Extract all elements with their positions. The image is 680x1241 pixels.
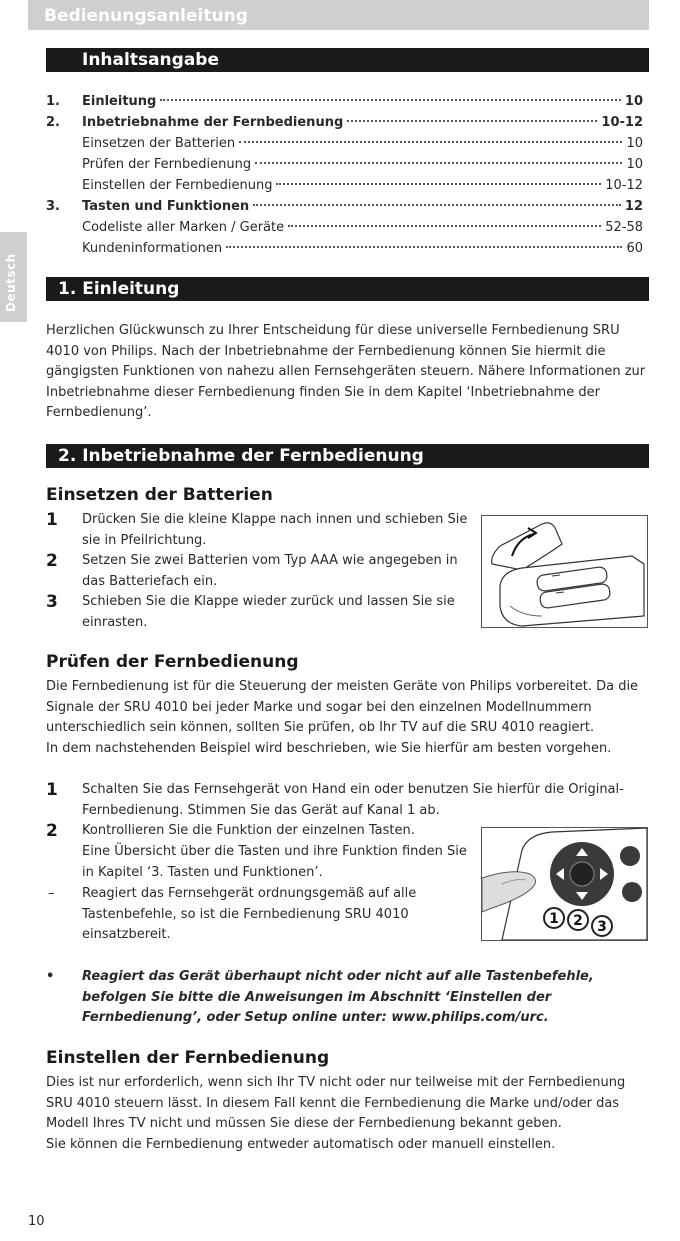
toc-entry xyxy=(46,134,643,154)
toc-entry-page: 10 xyxy=(626,136,643,151)
remote-keypad-icon xyxy=(482,828,647,940)
step-text: Schalten Sie das Fernsehgerät von Hand ein oder benutzen Sie hierfür die Original-Fernbedienung. Stimmen Sie das Gerät auf Kanal 1 ab. xyxy=(82,782,624,818)
toc-entry-page: 60 xyxy=(626,241,643,256)
toc-entry-number: 3. xyxy=(46,199,60,214)
step-text: Eine Übersicht über die Tasten und ihre Funktion finden Sie in Kapitel ‘3. Tasten und Funktionen’. xyxy=(82,844,467,880)
toc-entry xyxy=(46,176,643,196)
remote-battery-icon xyxy=(482,516,647,627)
intro-paragraph: Herzlichen Glückwunsch zu Ihrer Entscheidung für diese universelle Fernbedienung SRU 4010 von Philips. Nach der Inbetriebnahme der Fernbedienung können Sie hiermit die gängigsten Funktionen von nahezu allen Fernsehgeräten steuern. Nähere Informationen zur Inbetriebnahme dieser Fernbedienung finden Sie in dem Kapitel ‘Inbetriebnahme der Fernbedienung’. xyxy=(46,323,646,421)
step-text: Setzen Sie zwei Batterien vom Typ AAA wie angegeben in das Batteriefach ein. xyxy=(82,553,458,589)
bullet-marker: • xyxy=(46,969,55,984)
section-heading-label: 2. Inbetriebnahme der Fernbedienung xyxy=(58,446,424,466)
step-text: Schieben Sie die Klappe wieder zurück und lassen Sie sie einrasten. xyxy=(82,594,455,630)
toc-entry xyxy=(46,155,643,175)
check-intro-2: In dem nachstehenden Beispiel wird beschrieben, wie Sie hierfür am besten vorgehen. xyxy=(46,741,612,756)
toc-entry-page: 52-58 xyxy=(605,220,643,235)
toc-entry-label: Einleitung xyxy=(82,94,157,109)
toc-entry-label: Tasten und Funktionen xyxy=(82,199,250,214)
toc-entry xyxy=(46,239,643,259)
toc-entry xyxy=(46,197,643,217)
toc-entry-page: 12 xyxy=(624,199,643,214)
section-heading-einleitung xyxy=(46,277,649,301)
battery-illustration xyxy=(481,515,648,628)
setup-paragraph-2: Sie können die Fernbedienung entweder automatisch oder manuell einstellen. xyxy=(46,1137,556,1152)
keypad-digit: 1 xyxy=(549,911,559,927)
toc-entry-label: Kundeninformationen xyxy=(82,241,223,256)
dash-marker: – xyxy=(48,886,55,901)
toc-entry xyxy=(46,113,643,133)
page-number: 10 xyxy=(28,1214,45,1229)
keypad-illustration xyxy=(481,827,648,941)
language-tab-label: Deutsch xyxy=(4,253,18,312)
language-tab xyxy=(0,232,27,322)
setup-paragraph: Dies ist nur erforderlich, wenn sich Ihr TV nicht oder nur teilweise mit der Fernbedienung SRU 4010 steuern lässt. In diesem Fall kennt die Fernbedienung die Marke und/oder das Modell Ihres TV nicht und müssen Sie diese der Fernbedienung bekannt geben. xyxy=(46,1075,626,1132)
header-title: Bedienungsanleitung xyxy=(44,6,248,26)
subheading-check: Prüfen der Fernbedienung xyxy=(46,652,299,672)
toc-entry-page: 10 xyxy=(624,94,643,109)
keypad-digit: 2 xyxy=(573,913,583,929)
toc-entry-label: Prüfen der Fernbedienung xyxy=(82,157,252,172)
step-text: Drücken Sie die kleine Klappe nach innen und schieben Sie sie in Pfeilrichtung. xyxy=(82,512,468,548)
section-heading-label: 1. Einleitung xyxy=(58,279,180,299)
step-number: 1 xyxy=(46,510,58,530)
step-text: Kontrollieren Sie die Funktion der einzelnen Tasten. xyxy=(82,823,415,838)
toc-entry-number: 1. xyxy=(46,94,60,109)
check-intro: Die Fernbedienung ist für die Steuerung der meisten Geräte von Philips vorbereitet. Da die Signale der SRU 4010 bei jeder Marke und sogar bei den einzelnen Modellnummern unterschiedlich sein können, sollten Sie prüfen, ob Ihr TV auf die SRU 4010 reagiert. xyxy=(46,679,639,736)
step-number: 2 xyxy=(46,821,58,841)
toc-entry-label: Codeliste aller Marken / Geräte xyxy=(82,220,285,235)
toc-entry xyxy=(46,218,643,238)
toc-entry-label: Inbetriebnahme der Fernbedienung xyxy=(82,115,344,130)
toc-entry-number: 2. xyxy=(46,115,60,130)
section-heading-inbetriebnahme xyxy=(46,444,649,468)
keypad-digit: 3 xyxy=(597,919,607,935)
toc-entry-page: 10 xyxy=(626,157,643,172)
toc-entry xyxy=(46,92,643,112)
toc-heading-label: Inhaltsangabe xyxy=(82,50,219,70)
step-number: 2 xyxy=(46,551,58,571)
toc-heading xyxy=(46,48,649,72)
toc-entry-label: Einstellen der Fernbedienung xyxy=(82,178,273,193)
toc-entry-page: 10-12 xyxy=(605,178,643,193)
header-bar xyxy=(28,0,649,30)
subheading-setup: Einstellen der Fernbedienung xyxy=(46,1048,330,1068)
toc-entry-label: Einsetzen der Batterien xyxy=(82,136,236,151)
step-number: 1 xyxy=(46,780,58,800)
note-text: Reagiert das Gerät überhaupt nicht oder nicht auf alle Tastenbefehle, befolgen Sie bitte die Anweisungen im Abschnitt ‘Einstellen der Fernbedienung’, oder Setup online unter: www.philips.com/urc. xyxy=(82,969,594,1026)
toc-entry-page: 10-12 xyxy=(601,115,643,130)
step-text: Reagiert das Fernsehgerät ordnungsgemäß auf alle Tastenbefehle, so ist die Fernbedienung SRU 4010 einsatzbereit. xyxy=(82,886,417,943)
step-number: 3 xyxy=(46,592,58,612)
subheading-batteries: Einsetzen der Batterien xyxy=(46,485,273,505)
